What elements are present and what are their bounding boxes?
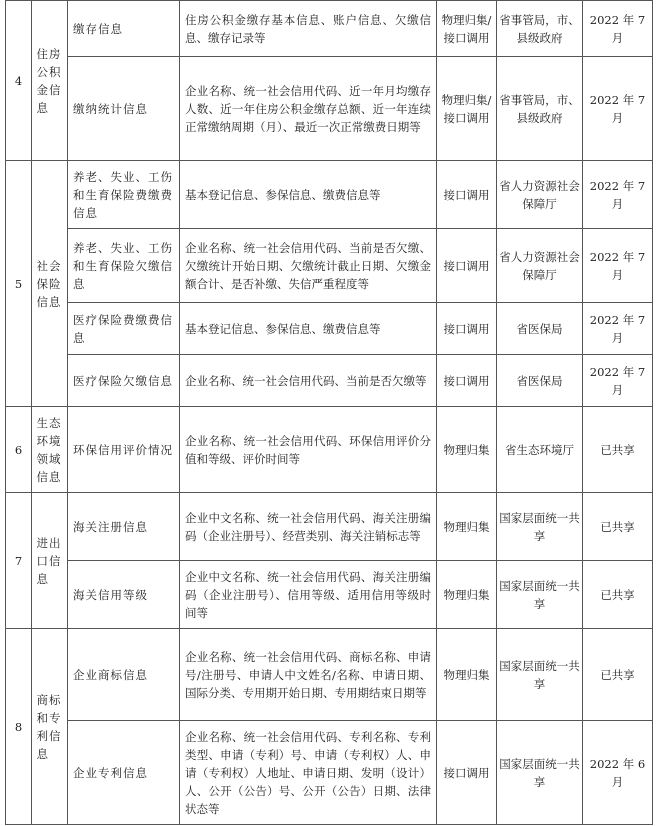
item-content: 企业中文名称、统一社会信用代码、海关注册编码（企业注册号）、经营类别、海关注销标志等 (180, 493, 437, 561)
row-number: 6 (6, 407, 32, 493)
share-date: 已共享 (583, 629, 653, 721)
item-content: 企业中文名称、统一社会信用代码、海关注册编码（企业注册号）、信用等级、适用信用等级时间等 (180, 561, 437, 629)
item-name: 缴纳统计信息 (68, 57, 180, 161)
category-label: 商标和专利信息 (36, 692, 62, 761)
item-content: 企业名称、统一社会信用代码、近一年月均缴存人数、近一年住房公积金缴存总额、近一年连续正常缴纳周期（月）、最近一次正常缴费日期等 (180, 57, 437, 161)
collection-method: 物理归集 (437, 561, 497, 629)
item-name: 海关注册信息 (68, 493, 180, 561)
table-row (6, 57, 653, 161)
item-name: 养老、失业、工伤和生育保险欠缴信息 (68, 229, 180, 303)
category-label: 进出口信息 (36, 535, 62, 586)
table-row (6, 1, 653, 57)
table-row (6, 721, 653, 825)
collection-method: 物理归集/接口调用 (437, 1, 497, 57)
item-name: 海关信用等级 (68, 561, 180, 629)
category-cell (32, 493, 68, 629)
item-content: 住房公积金缴存基本信息、账户信息、欠缴信息、缴存记录等 (180, 1, 437, 57)
provider-dept: 省事管局，市、县级政府 (497, 1, 583, 57)
item-content: 基本登记信息、参保信息、缴费信息等 (180, 303, 437, 355)
item-name: 企业专利信息 (68, 721, 180, 825)
item-name: 医疗保险欠缴信息 (68, 355, 180, 407)
table-row (6, 629, 653, 721)
provider-dept: 国家层面统一共享 (497, 629, 583, 721)
item-name: 缴存信息 (68, 1, 180, 57)
table-row (6, 229, 653, 303)
table-row (6, 355, 653, 407)
row-number: 5 (6, 161, 32, 407)
collection-method: 接口调用 (437, 303, 497, 355)
item-content: 企业名称、统一社会信用代码、当前是否欠缴、欠缴统计开始日期、欠缴统计截止日期、欠缴金额合计、是否补缴、失信严重程度等 (180, 229, 437, 303)
item-name: 医疗保险费缴费信息 (68, 303, 180, 355)
share-date: 已共享 (583, 493, 653, 561)
table-row (6, 303, 653, 355)
item-content: 企业名称、统一社会信用代码、商标名称、申请号/注册号、申请人中文姓名/名称、申请日期、国际分类、专用期开始日期、专用期结束日期等 (180, 629, 437, 721)
category-cell (32, 1, 68, 161)
item-name: 企业商标信息 (68, 629, 180, 721)
item-name: 养老、失业、工伤和生育保险费缴费信息 (68, 161, 180, 229)
item-content: 企业名称、统一社会信用代码、环保信用评价分值和等级、评价时间等 (180, 407, 437, 493)
item-content: 企业名称、统一社会信用代码、当前是否欠缴等 (180, 355, 437, 407)
provider-dept: 国家层面统一共享 (497, 721, 583, 825)
share-date: 2022 年 7 月 (583, 1, 653, 57)
collection-method: 接口调用 (437, 229, 497, 303)
table-row (6, 407, 653, 493)
provider-dept: 国家层面统一共享 (497, 493, 583, 561)
provider-dept: 省医保局 (497, 303, 583, 355)
category-cell (32, 161, 68, 407)
collection-method: 接口调用 (437, 721, 497, 825)
share-date: 2022 年 7 月 (583, 161, 653, 229)
category-label: 社会保险信息 (36, 258, 62, 309)
provider-dept: 国家层面统一共享 (497, 561, 583, 629)
category-label: 住房公积金信息 (36, 46, 62, 115)
share-date: 已共享 (583, 561, 653, 629)
share-date: 2022 年 7 月 (583, 355, 653, 407)
table-row (6, 493, 653, 561)
provider-dept: 省生态环境厅 (497, 407, 583, 493)
share-date: 2022 年 7 月 (583, 303, 653, 355)
collection-method: 物理归集 (437, 407, 497, 493)
share-date: 2022 年 7 月 (583, 229, 653, 303)
provider-dept: 省医保局 (497, 355, 583, 407)
collection-method: 物理归集 (437, 493, 497, 561)
row-number: 8 (6, 629, 32, 825)
table-row (6, 561, 653, 629)
item-name: 环保信用评价情况 (68, 407, 180, 493)
category-label: 生态环境领域信息 (36, 415, 62, 484)
share-date: 已共享 (583, 407, 653, 493)
item-content: 企业名称、统一社会信用代码、专利名称、专利类型、申请（专利）号、申请（专利权）人、申请（专利权）人地址、申请日期、发明（设计）人、公开（公告）号、公开（公告）日期、法律状态等 (180, 721, 437, 825)
row-number: 4 (6, 1, 32, 161)
category-cell (32, 629, 68, 825)
category-cell (32, 407, 68, 493)
share-date: 2022 年 6 月 (583, 721, 653, 825)
table-row (6, 161, 653, 229)
provider-dept: 省人力资源社会保障厅 (497, 229, 583, 303)
provider-dept: 省事管局，市、县级政府 (497, 57, 583, 161)
collection-method: 物理归集 (437, 629, 497, 721)
share-date: 2022 年 7 月 (583, 57, 653, 161)
collection-method: 接口调用 (437, 355, 497, 407)
provider-dept: 省人力资源社会保障厅 (497, 161, 583, 229)
collection-method: 接口调用 (437, 161, 497, 229)
row-number: 7 (6, 493, 32, 629)
item-content: 基本登记信息、参保信息、缴费信息等 (180, 161, 437, 229)
data-catalog-table (5, 0, 653, 825)
collection-method: 物理归集/接口调用 (437, 57, 497, 161)
